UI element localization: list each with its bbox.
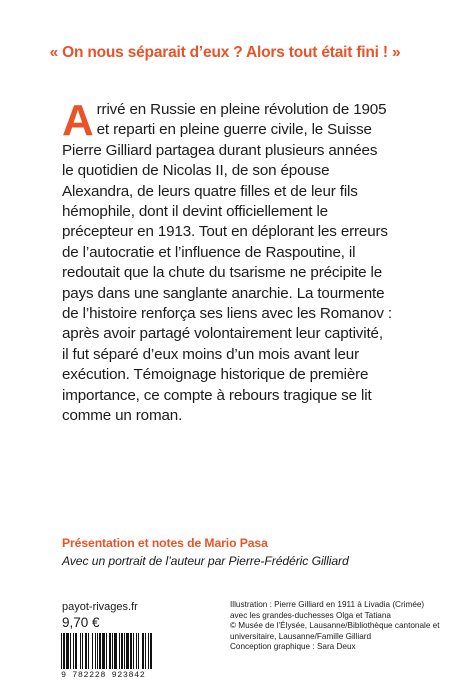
barcode-bar (73, 633, 74, 669)
blurb-text: rrivé en Russie en pleine révolution de 1905 et reparti en pleine guerre civile, le Suisse Pierre Gilliard partagea durant plusieurs années le quotidien de Nicolas II, de son épouse Alexandra, de leurs quatre filles et de leur fils hémophile, dont il devint officiellement le précepteur en 1913. Tout en déplorant les erreurs de l’autocratie et l’influence de Raspoutine, il redoutait que la chute du tsarisme ne précipite le pays dans une sanglante anarchie. La tourmente de l’histoire renforça ses liens avec les Romanov : après avoir partagé volontairement leur captivité, il fut séparé d’eux moins d’un mois avant leur exécution. Témoignage historique de première importance, ce compte à rebours tragique se lit comme un roman. (62, 101, 393, 425)
barcode-bar (121, 633, 123, 669)
barcode-bar (70, 633, 71, 669)
barcode-bar (106, 633, 107, 669)
barcode-bar (61, 633, 62, 669)
design-credit: Conception graphique : Sara Deux (230, 642, 356, 652)
image-credit-line: universitaire, Lausanne/Famille Gilliard (230, 631, 372, 641)
image-credit-line: avec les grandes-duchesses Olga et Tatiana (230, 610, 391, 620)
barcode-bar (114, 633, 117, 669)
drop-cap: A (62, 96, 94, 145)
barcode-bar (138, 633, 139, 669)
barcode-bar (136, 633, 137, 669)
barcode-bar (80, 633, 81, 669)
barcode-bar (130, 633, 132, 669)
barcode-bar (82, 633, 83, 669)
barcode-bar (102, 633, 105, 669)
barcode-bar (109, 633, 111, 669)
image-credit-line: © Musée de l’Élysée, Lausanne/Bibliothèque cantonale et (230, 621, 440, 631)
barcode-bar (99, 633, 101, 669)
barcode (60, 633, 192, 669)
image-credit-line: Illustration : Pierre Gilliard en 1911 à Livadia (Crimée) (230, 600, 425, 609)
barcode-bar (145, 633, 146, 669)
barcode-bar (66, 633, 69, 669)
barcode-bar (142, 633, 144, 669)
barcode-bar (112, 633, 113, 669)
pull-quote: « On nous séparait d’eux ? Alors tout était fini ! » (49, 44, 401, 61)
barcode-bar (97, 633, 98, 669)
isbn-number: 9 782228 923842 (61, 670, 146, 680)
barcode-bar (126, 633, 129, 669)
image-credits (230, 600, 440, 653)
barcode-bar (133, 633, 134, 669)
barcode-bar (75, 633, 77, 669)
barcode-bar (119, 633, 120, 669)
publisher-website: payot-rivages.fr (62, 601, 138, 613)
portrait-credit: Avec un portrait de l’auteur par Pierre-Frédéric Gilliard (62, 554, 349, 568)
barcode-bar (148, 633, 149, 669)
barcode-bar (124, 633, 125, 669)
barcode-bar (92, 633, 93, 669)
presentation-credit: Présentation et notes de Mario Pasa (62, 536, 268, 550)
back-cover-blurb (62, 96, 393, 427)
barcode-bar (150, 633, 152, 669)
barcode-bar (63, 633, 65, 669)
barcode-bar (95, 633, 96, 669)
barcode-bar (85, 633, 87, 669)
price: 9,70 € (62, 615, 100, 630)
barcode-bar (88, 633, 89, 669)
